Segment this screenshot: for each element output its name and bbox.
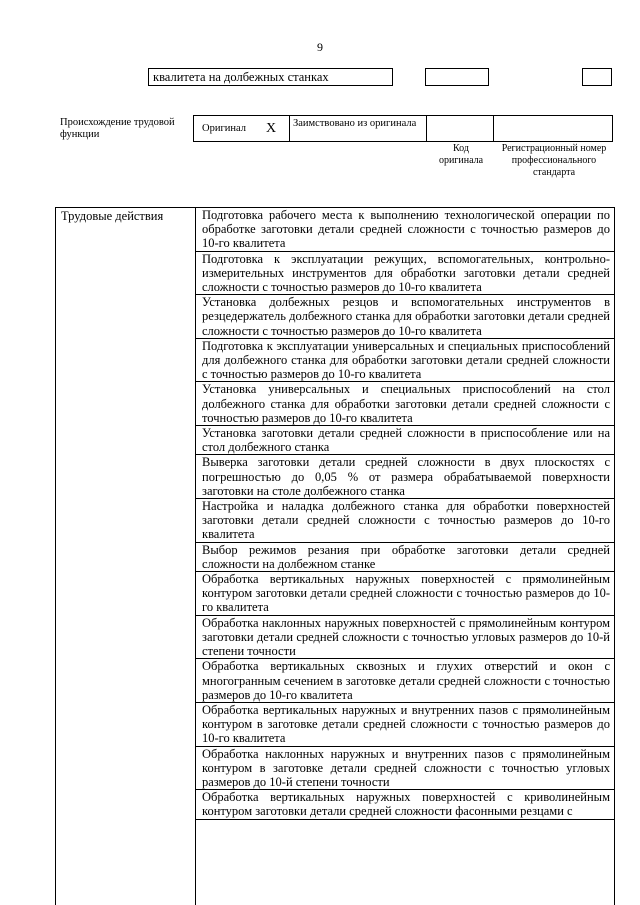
labor-actions-label: Трудовые действия bbox=[56, 208, 196, 905]
qualification-level-field bbox=[582, 68, 612, 86]
action-item: Обработка вертикальных сквозных и глухих отверстий и окон с многогранным сечением в заготовке детали средней сложности с точностью размеров до 10-го квалитета bbox=[196, 659, 614, 703]
action-item: Обработка вертикальных наружных и внутренних пазов с прямолинейным контуром в заготовке детали средней сложности с точностью размеров до 10-го квалитета bbox=[196, 703, 614, 747]
labor-actions-table bbox=[55, 207, 615, 905]
original-label: Оригинал bbox=[202, 123, 246, 134]
action-item: Установка универсальных и специальных приспособлений на стол долбежного станка для обработки заготовки детали средней сложности с точностью размеров до 10-го квалитета bbox=[196, 382, 614, 426]
original-mark: X bbox=[266, 121, 277, 136]
action-item: Подготовка рабочего места к выполнению технологической операции по обработке заготовки детали средней сложности с точностью размеров до 10-го квалитета bbox=[196, 208, 614, 252]
action-item: Выбор режимов резания при обработке заготовки детали средней сложности на долбежном станке bbox=[196, 543, 614, 572]
page-number: 9 bbox=[317, 40, 323, 54]
action-item: Установка долбежных резцов и вспомогательных инструментов в резцедержатель долбежного станка для обработки заготовки детали средней сложности с точностью размеров до 10-го квалитета bbox=[196, 295, 614, 339]
code-caption: Код оригинала bbox=[438, 143, 484, 166]
labor-actions-list bbox=[196, 208, 614, 905]
action-item: Обработка наклонных наружных поверхностей с прямолинейным контуром заготовки детали средней сложности с точностью угловых размеров до 10-й степени точности bbox=[196, 616, 614, 660]
origin-code-cell bbox=[427, 116, 494, 141]
code-field bbox=[425, 68, 489, 86]
origin-label: Происхождение трудовой функции bbox=[60, 117, 175, 140]
action-item: Выверка заготовки детали средней сложности в двух плоскостях с погрешностью до 0,05 % от размера обрабатываемой поверхности заготовки на столе долбежного станка bbox=[196, 455, 614, 499]
action-item: Подготовка к эксплуатации режущих, вспомогательных, контрольно-измерительных инструментов для обработки заготовки детали средней сложности с точностью размеров до 10-го квалитета bbox=[196, 252, 614, 296]
function-name-field: квалитета на долбежных станках bbox=[148, 68, 393, 86]
action-item: Обработка наклонных наружных и внутренних пазов с прямолинейным контуром в заготовке детали средней сложности с точностью угловых размеров до 10-й степени точности bbox=[196, 747, 614, 791]
borrowed-label: Заимствовано из оригинала bbox=[293, 118, 417, 129]
reg-number-caption: Регистрационный номер профессионального стандарта bbox=[501, 143, 607, 178]
action-item: Настройка и наладка долбежного станка для обработки поверхностей заготовки детали средней сложности с точностью размеров до 10-го квалитета bbox=[196, 499, 614, 543]
origin-original-cell bbox=[194, 116, 290, 141]
action-item: Установка заготовки детали средней сложности в приспособление или на стол долбежного станка bbox=[196, 426, 614, 455]
action-item: Подготовка к эксплуатации универсальных и специальных приспособлений для долбежного станка для обработки заготовки детали средней сложности с точностью размеров до 10-го квалитета bbox=[196, 339, 614, 383]
action-item: Обработка вертикальных наружных поверхностей с криволинейным контуром заготовки детали средней сложности фасонными резцами с bbox=[196, 790, 614, 819]
origin-table bbox=[193, 115, 613, 142]
action-item: Обработка вертикальных наружных поверхностей с прямолинейным контуром заготовки детали средней сложности с точностью размеров до 10-го квалитета bbox=[196, 572, 614, 616]
origin-reg-cell bbox=[494, 116, 612, 141]
origin-borrowed-cell bbox=[290, 116, 427, 141]
